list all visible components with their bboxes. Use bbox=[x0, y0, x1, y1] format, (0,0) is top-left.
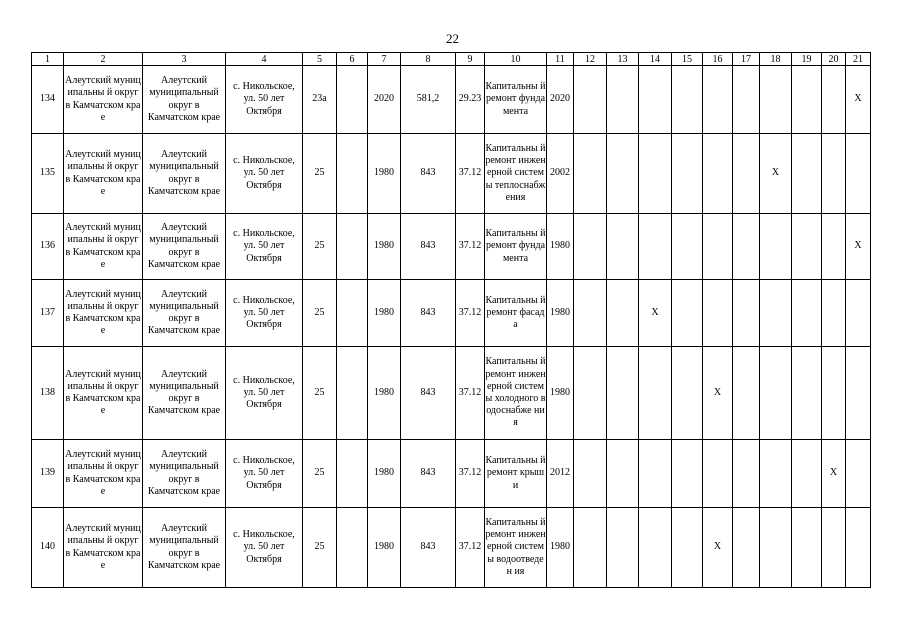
table-cell: 137 bbox=[32, 280, 64, 347]
work-mark-cell bbox=[574, 280, 607, 347]
work-mark-cell bbox=[639, 440, 672, 508]
work-mark-cell bbox=[760, 280, 792, 347]
column-number: 21 bbox=[846, 53, 871, 66]
work-mark-cell bbox=[822, 347, 846, 440]
work-mark-cell bbox=[760, 508, 792, 588]
table-cell: 37.12 bbox=[456, 214, 485, 280]
work-mark-cell bbox=[574, 347, 607, 440]
work-mark-cell bbox=[639, 66, 672, 134]
work-mark-cell: X bbox=[846, 66, 871, 134]
work-mark-cell bbox=[792, 66, 822, 134]
table-cell: Капитальны й ремонт фундамента bbox=[485, 214, 547, 280]
work-mark-cell: X bbox=[703, 508, 733, 588]
table-cell: 1980 bbox=[368, 134, 401, 214]
work-mark-cell bbox=[703, 440, 733, 508]
work-mark-cell bbox=[846, 280, 871, 347]
table-cell: 1980 bbox=[547, 280, 574, 347]
table-cell: 25 bbox=[303, 440, 337, 508]
work-mark-cell bbox=[846, 440, 871, 508]
table-body bbox=[32, 53, 871, 588]
work-mark-cell bbox=[607, 508, 639, 588]
table-cell: 843 bbox=[401, 214, 456, 280]
table-cell: 25 bbox=[303, 214, 337, 280]
table-row bbox=[32, 214, 871, 280]
table-cell bbox=[337, 66, 368, 134]
work-mark-cell: X bbox=[822, 440, 846, 508]
table-cell: 843 bbox=[401, 347, 456, 440]
table-cell bbox=[337, 280, 368, 347]
table-cell: Алеутский муниципальный округ в Камчатском крае bbox=[143, 347, 226, 440]
table-cell: 2012 bbox=[547, 440, 574, 508]
work-mark-cell bbox=[822, 66, 846, 134]
work-mark-cell bbox=[822, 508, 846, 588]
work-mark-cell bbox=[760, 347, 792, 440]
table-cell: 135 bbox=[32, 134, 64, 214]
table-cell: 843 bbox=[401, 508, 456, 588]
column-number: 18 bbox=[760, 53, 792, 66]
table-cell: 843 bbox=[401, 440, 456, 508]
table-cell: с. Никольское, ул. 50 лет Октября bbox=[226, 134, 303, 214]
work-mark-cell bbox=[703, 134, 733, 214]
work-mark-cell bbox=[846, 134, 871, 214]
table-cell: Алеутский муниципальный округ в Камчатском крае bbox=[143, 508, 226, 588]
table-cell: 1980 bbox=[368, 508, 401, 588]
work-mark-cell bbox=[792, 134, 822, 214]
table-row bbox=[32, 134, 871, 214]
table-cell: Капитальны й ремонт инженерной системы теплоснабж ения bbox=[485, 134, 547, 214]
work-mark-cell bbox=[822, 214, 846, 280]
table-cell: 140 bbox=[32, 508, 64, 588]
column-number: 13 bbox=[607, 53, 639, 66]
work-mark-cell bbox=[607, 214, 639, 280]
table-cell: Алеутский муниципальны й округ в Камчатском крае bbox=[64, 134, 143, 214]
table-cell: 843 bbox=[401, 134, 456, 214]
table-cell: 1980 bbox=[368, 214, 401, 280]
table-cell: Капитальны й ремонт инженерной системы водоотведен ия bbox=[485, 508, 547, 588]
work-mark-cell bbox=[639, 508, 672, 588]
work-mark-cell bbox=[672, 347, 703, 440]
work-mark-cell bbox=[574, 214, 607, 280]
work-mark-cell bbox=[703, 280, 733, 347]
column-number: 4 bbox=[226, 53, 303, 66]
work-mark-cell bbox=[846, 508, 871, 588]
table-cell: 25 bbox=[303, 347, 337, 440]
work-mark-cell bbox=[607, 440, 639, 508]
table-cell: 1980 bbox=[547, 508, 574, 588]
table-cell bbox=[337, 347, 368, 440]
column-number: 5 bbox=[303, 53, 337, 66]
work-mark-cell bbox=[822, 134, 846, 214]
work-mark-cell bbox=[607, 134, 639, 214]
work-mark-cell bbox=[733, 134, 760, 214]
table-cell: с. Никольское, ул. 50 лет Октября bbox=[226, 66, 303, 134]
work-mark-cell bbox=[792, 508, 822, 588]
work-mark-cell bbox=[792, 280, 822, 347]
work-mark-cell bbox=[607, 280, 639, 347]
table-cell: Капитальны й ремонт инженерной системы холодного водоснабже ния bbox=[485, 347, 547, 440]
table-cell: 25 bbox=[303, 280, 337, 347]
work-mark-cell bbox=[639, 214, 672, 280]
table-cell: Капитальны й ремонт фундамента bbox=[485, 66, 547, 134]
column-number: 14 bbox=[639, 53, 672, 66]
work-mark-cell bbox=[733, 214, 760, 280]
work-mark-cell bbox=[733, 440, 760, 508]
work-mark-cell bbox=[846, 347, 871, 440]
table-cell: Алеутский муниципальны й округ в Камчатском крае bbox=[64, 347, 143, 440]
table-cell: 25 bbox=[303, 134, 337, 214]
work-mark-cell bbox=[672, 508, 703, 588]
table-cell: Алеутский муниципальный округ в Камчатском крае bbox=[143, 134, 226, 214]
work-mark-cell bbox=[792, 347, 822, 440]
work-mark-cell bbox=[672, 134, 703, 214]
table-cell: Алеутский муниципальный округ в Камчатском крае bbox=[143, 214, 226, 280]
table-cell: 37.12 bbox=[456, 134, 485, 214]
table-cell: Капитальны й ремонт фасада bbox=[485, 280, 547, 347]
table-cell: Капитальны й ремонт крыши bbox=[485, 440, 547, 508]
column-number: 7 bbox=[368, 53, 401, 66]
table-cell: 138 bbox=[32, 347, 64, 440]
work-mark-cell: X bbox=[846, 214, 871, 280]
table-cell: Алеутский муниципальны й округ в Камчатском крае bbox=[64, 508, 143, 588]
work-mark-cell: X bbox=[760, 134, 792, 214]
work-mark-cell bbox=[639, 347, 672, 440]
work-mark-cell bbox=[733, 66, 760, 134]
column-number: 3 bbox=[143, 53, 226, 66]
table-cell bbox=[337, 214, 368, 280]
table-cell: с. Никольское, ул. 50 лет Октября bbox=[226, 508, 303, 588]
table-row bbox=[32, 66, 871, 134]
table-cell: 581,2 bbox=[401, 66, 456, 134]
table-cell: Алеутский муниципальный округ в Камчатском крае bbox=[143, 66, 226, 134]
column-number: 16 bbox=[703, 53, 733, 66]
table-cell: 1980 bbox=[547, 214, 574, 280]
column-number: 19 bbox=[792, 53, 822, 66]
work-mark-cell bbox=[733, 347, 760, 440]
table-cell bbox=[337, 440, 368, 508]
table-cell: 843 bbox=[401, 280, 456, 347]
work-mark-cell bbox=[574, 440, 607, 508]
work-mark-cell bbox=[574, 508, 607, 588]
column-number: 20 bbox=[822, 53, 846, 66]
table-cell: Алеутский муниципальны й округ в Камчатском крае bbox=[64, 66, 143, 134]
table-cell: с. Никольское, ул. 50 лет Октября bbox=[226, 280, 303, 347]
work-mark-cell bbox=[760, 66, 792, 134]
column-number: 10 bbox=[485, 53, 547, 66]
column-number: 11 bbox=[547, 53, 574, 66]
table-cell: 139 bbox=[32, 440, 64, 508]
work-mark-cell bbox=[760, 214, 792, 280]
work-mark-cell bbox=[574, 134, 607, 214]
work-mark-cell bbox=[672, 66, 703, 134]
table-cell: 2020 bbox=[547, 66, 574, 134]
table-row bbox=[32, 508, 871, 588]
column-number: 15 bbox=[672, 53, 703, 66]
column-number: 1 bbox=[32, 53, 64, 66]
table-cell: 1980 bbox=[547, 347, 574, 440]
column-number-row bbox=[32, 53, 871, 66]
work-mark-cell bbox=[607, 66, 639, 134]
table-cell: Алеутский муниципальный округ в Камчатском крае bbox=[143, 440, 226, 508]
work-mark-cell bbox=[733, 508, 760, 588]
capital-repair-table bbox=[31, 52, 871, 588]
table-cell: 37.12 bbox=[456, 440, 485, 508]
column-number: 9 bbox=[456, 53, 485, 66]
table-cell: 37.12 bbox=[456, 280, 485, 347]
column-number: 2 bbox=[64, 53, 143, 66]
table-cell: 25 bbox=[303, 508, 337, 588]
table-cell: с. Никольское, ул. 50 лет Октября bbox=[226, 347, 303, 440]
column-number: 12 bbox=[574, 53, 607, 66]
table-cell bbox=[337, 134, 368, 214]
work-mark-cell bbox=[792, 440, 822, 508]
table-cell: 136 bbox=[32, 214, 64, 280]
work-mark-cell: X bbox=[639, 280, 672, 347]
table-cell: 37.12 bbox=[456, 508, 485, 588]
table-cell: Алеутский муниципальны й округ в Камчатском крае bbox=[64, 214, 143, 280]
table-cell: 2002 bbox=[547, 134, 574, 214]
table-row bbox=[32, 280, 871, 347]
column-number: 6 bbox=[337, 53, 368, 66]
column-number: 8 bbox=[401, 53, 456, 66]
table-cell: 1980 bbox=[368, 440, 401, 508]
page-number: 22 bbox=[446, 31, 459, 46]
table-cell: 1980 bbox=[368, 347, 401, 440]
work-mark-cell bbox=[672, 280, 703, 347]
work-mark-cell bbox=[672, 440, 703, 508]
table-cell: Алеутский муниципальны й округ в Камчатском крае bbox=[64, 280, 143, 347]
work-mark-cell bbox=[733, 280, 760, 347]
work-mark-cell bbox=[703, 214, 733, 280]
table-cell: 29.23 bbox=[456, 66, 485, 134]
work-mark-cell: X bbox=[703, 347, 733, 440]
table-row bbox=[32, 347, 871, 440]
table-cell: с. Никольское, ул. 50 лет Октября bbox=[226, 214, 303, 280]
work-mark-cell bbox=[639, 134, 672, 214]
work-mark-cell bbox=[574, 66, 607, 134]
table-cell: 37.12 bbox=[456, 347, 485, 440]
work-mark-cell bbox=[672, 214, 703, 280]
table-cell: 1980 bbox=[368, 280, 401, 347]
work-mark-cell bbox=[607, 347, 639, 440]
table-cell: 23а bbox=[303, 66, 337, 134]
table-cell bbox=[337, 508, 368, 588]
table-cell: Алеутский муниципальны й округ в Камчатском крае bbox=[64, 440, 143, 508]
work-mark-cell bbox=[760, 440, 792, 508]
work-mark-cell bbox=[822, 280, 846, 347]
table-row bbox=[32, 440, 871, 508]
table-cell: 134 bbox=[32, 66, 64, 134]
work-mark-cell bbox=[703, 66, 733, 134]
table-cell: 2020 bbox=[368, 66, 401, 134]
table-cell: Алеутский муниципальный округ в Камчатском крае bbox=[143, 280, 226, 347]
work-mark-cell bbox=[792, 214, 822, 280]
table-cell: с. Никольское, ул. 50 лет Октября bbox=[226, 440, 303, 508]
column-number: 17 bbox=[733, 53, 760, 66]
